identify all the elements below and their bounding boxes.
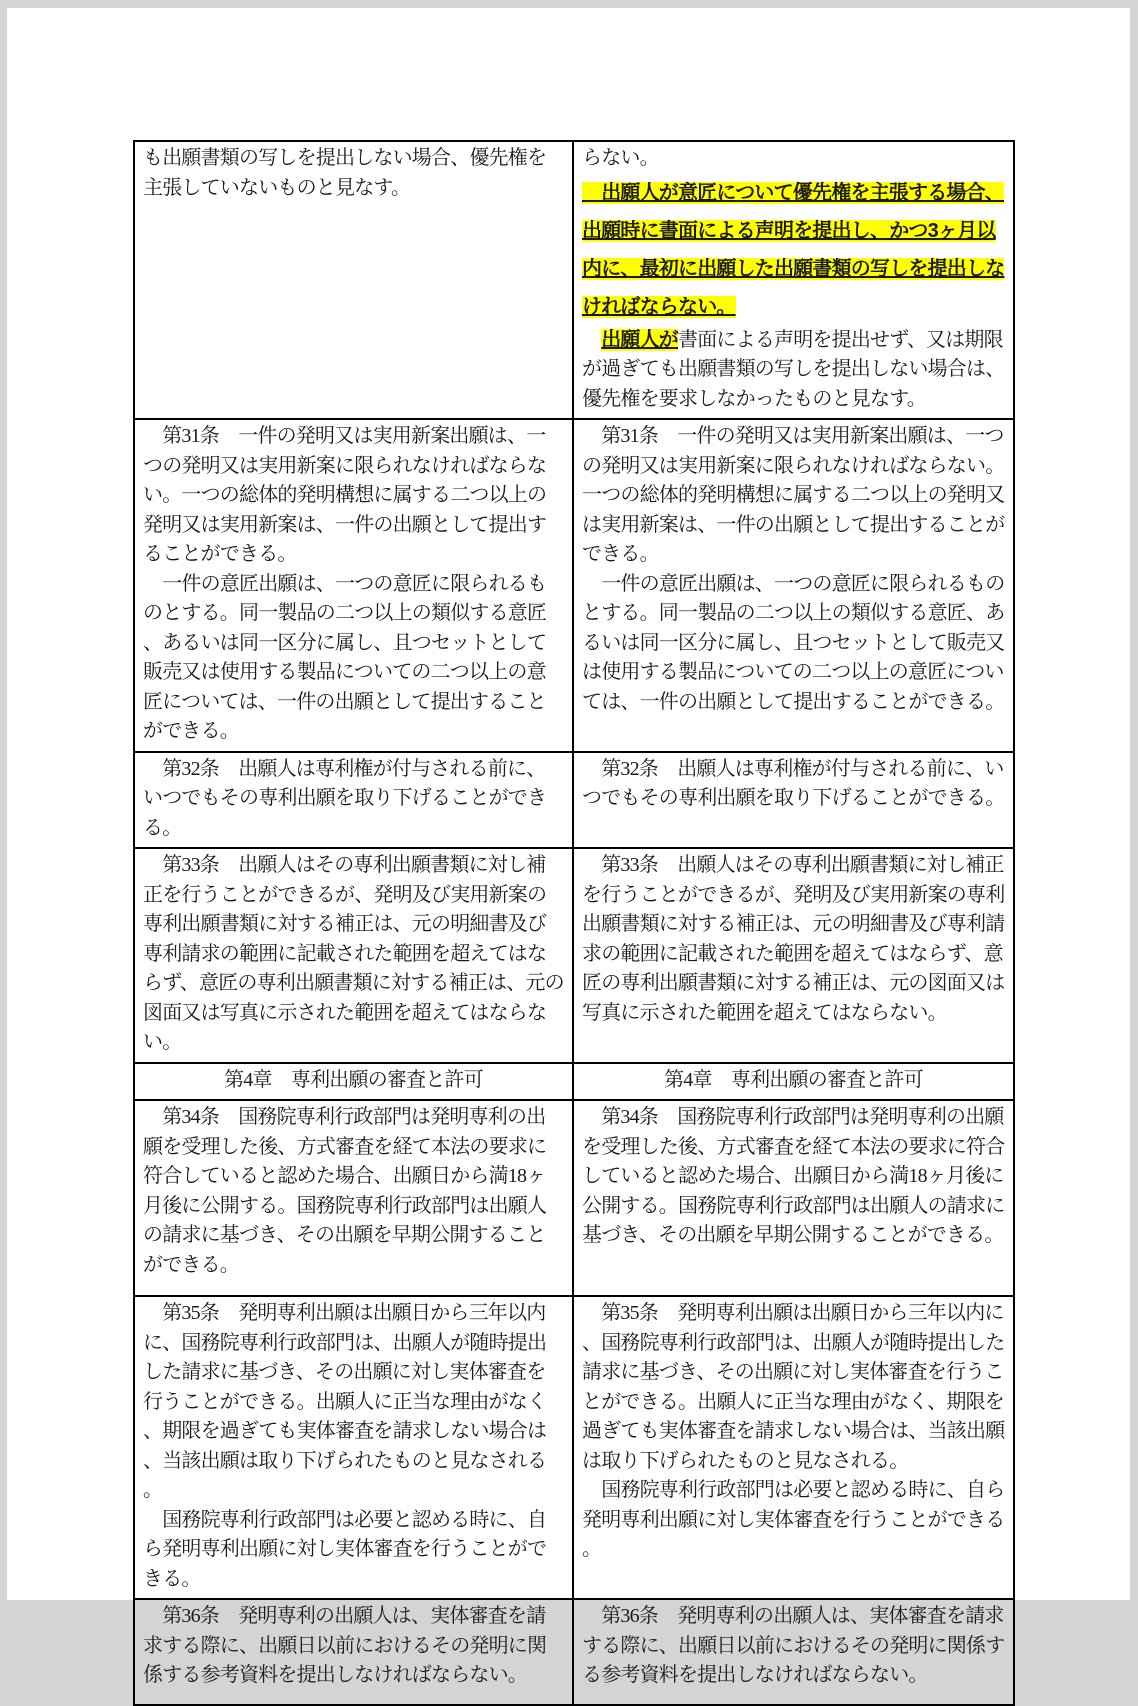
paragraph [143,755,564,844]
paragraph [582,1476,1005,1565]
text-segment: 第4章 専利出願の審査と許可 [224,1068,483,1091]
text-segment: 一件の意匠出願は、一つの意匠に限られるものとする。同一製品の二つ以上の類似する意匠、あるいは同一区分に属し、且つセットとして販売又は使用する製品についての二つ以上の意匠については、一件の出願として提出することができる。 [582,572,1005,713]
paragraph [143,422,564,570]
text-segment: 第33条 出願人はその専利出願書類に対し補正を行うことができるが、発明及び実用新案の専利出願書類に対する補正は、元の明細書及び専利請求の範囲に記載された範囲を超えてはならず、意匠の専利出願書類に対する補正は、元の図面又は写真に示された範囲を超えてはならない。 [582,854,1005,1024]
paragraph [143,1103,564,1280]
text-segment: 第4章 専利出願の審査と許可 [664,1068,923,1091]
text-segment: 第34条 国務院専利行政部門は発明専利の出願を受理した後、方式審査を経て本法の要求に符合していると認めた場合、出願日から満18ヶ月後に公開する。国務院専利行政部門は出願人の請求に基づき、その出願を早期公開することができる。 [582,1106,1005,1246]
paragraph [582,1602,1005,1691]
table-cell-right [573,752,1014,849]
paragraph [143,851,564,1058]
law-comparison-table [133,140,1015,1706]
text-segment: 第33条 出願人はその専利出願書類に対し補正を行うことができるが、発明及び実用新案の専利出願書類に対する補正は、元の明細書及び専利請求の範囲に記載された範囲を超えてはならず、意匠の専利出願書類に対する補正は、元の図面又は写真に示された範囲を超えてはならない。 [143,854,564,1053]
table-row [134,141,1014,419]
paragraph [582,174,1005,326]
text-segment: も出願書類の写しを提出しない場合、優先権を主張していないものと見なす。 [143,147,547,199]
table-row [134,419,1014,752]
text-segment: 一件の意匠出願は、一つの意匠に限られるものとする。同一製品の二つ以上の類似する意匠、あるいは同一区分に属し、且つセットとして販売又は使用する製品についての二つ以上の意匠については、一件の出願として提出することができる。 [143,572,547,742]
paragraph [582,422,1005,570]
table-row [134,1100,1014,1296]
table-cell-right [573,141,1014,419]
text-segment [582,329,601,351]
table-cell-left [134,141,573,419]
table-cell-left [134,419,573,752]
table-cell-left [134,1296,573,1599]
paragraph [582,851,1005,1028]
table-row [134,848,1014,1063]
text-segment: 第31条 一件の発明又は実用新案出願は、一つの発明又は実用新案に限られなければならない。一つの総体的発明構想に属する二つ以上の発明又は実用新案は、一件の出願として提出することができる。 [143,425,547,565]
table-cell-left [134,1599,573,1705]
text-segment: 第31条 一件の発明又は実用新案出願は、一つの発明又は実用新案に限られなければならない。一つの総体的発明構想に属する二つ以上の発明又は実用新案は、一件の出願として提出することができる。 [582,425,1005,565]
table-cell-right [573,848,1014,1063]
paragraph [582,755,1005,814]
paragraph [582,144,1005,174]
table-cell-left [134,1063,573,1101]
text-segment: 第34条 国務院専利行政部門は発明専利の出願を受理した後、方式審査を経て本法の要求に符合していると認めた場合、出願日から満18ヶ月後に公開する。国務院専利行政部門は出願人の請求に基づき、その出願を早期公開することができる。 [143,1106,547,1276]
paragraph [143,1602,564,1691]
paragraph [582,1103,1005,1251]
text-segment: 国務院専利行政部門は必要と認める時に、自ら発明専利出願に対し実体審査を行うことができる。 [143,1508,547,1590]
paragraph [143,144,564,203]
text-segment: らない。 [582,147,659,169]
paragraph [143,1299,564,1506]
table-cell-right [573,1063,1014,1101]
law-table-body [134,141,1014,1705]
paragraph [582,326,1005,415]
chapter-heading [143,1066,564,1096]
paragraph [582,570,1005,718]
text-segment: 第36条 発明専利の出願人は、実体審査を請求する際に、出願日以前におけるその発明に関係する参考資料を提出しなければならない。 [582,1605,1005,1686]
text-segment: 第32条 出願人は専利権が付与される前に、いつでもその専利出願を取り下げることができる。 [582,757,1005,809]
table-cell-right [573,419,1014,752]
text-segment: 国務院専利行政部門は必要と認める時に、自ら発明専利出願に対し実体審査を行うことができる。 [582,1479,1005,1560]
paragraph [143,570,564,747]
text-segment: 第32条 出願人は専利権が付与される前に、いつでもその専利出願を取り下げることができる。 [143,757,547,839]
paragraph [143,1506,564,1595]
chapter-heading [582,1066,1005,1096]
chapter-header-row [134,1063,1014,1101]
table-cell-left [134,752,573,849]
table-cell-right [573,1100,1014,1296]
table-row [134,1296,1014,1599]
highlighted-text-segment: 出願人が意匠について優先権を主張する場合、出願時に書面による声明を提出し、かつ3ヶ月以内に、最初に出願した出願書類の写しを提出しなければならない。 [582,181,1005,318]
table-row [134,752,1014,849]
document-page [7,8,1130,1686]
table-row [134,1599,1014,1705]
table-cell-right [573,1599,1014,1705]
text-segment: 第35条 発明専利出願は出願日から三年以内に、国務院専利行政部門は、出願人が随時提出した請求に基づき、その出願に対し実体審査を行うことができる。出願人に正当な理由がなく、期限を過ぎても実体審査を請求しない場合は、当該出願は取り下げられたものと見なされる。 [143,1302,547,1501]
highlighted-text-segment: 出願人が [601,328,679,351]
text-segment: 第36条 発明専利の出願人は、実体審査を請求する際に、出願日以前におけるその発明に関係する参考資料を提出しなければならない。 [143,1605,547,1686]
table-cell-left [134,848,573,1063]
text-segment: 書面による声明を提出せず、又は期限が過ぎても出願書類の写しを提出しない場合は、優先権を要求しなかったものと見なす。 [582,328,1005,410]
table-cell-right [573,1296,1014,1599]
paragraph [582,1299,1005,1476]
text-segment: 第35条 発明専利出願は出願日から三年以内に、国務院専利行政部門は、出願人が随時提出した請求に基づき、その出願に対し実体審査を行うことができる。出願人に正当な理由がなく、期限を過ぎても実体審査を請求しない場合は、当該出願は取り下げられたものと見なされる。 [582,1302,1005,1472]
table-cell-left [134,1100,573,1296]
